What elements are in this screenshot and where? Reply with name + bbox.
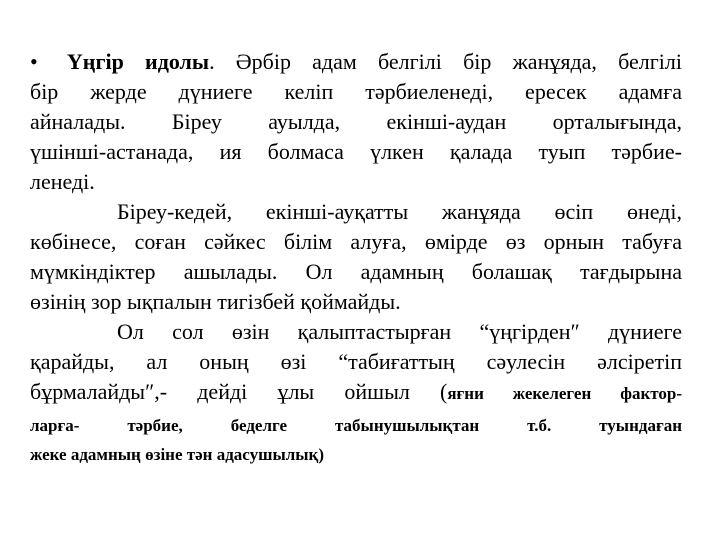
paragraph-line-10: Ол сол өзін қалыптастырған “үңгірден″ дүниеге	[117, 319, 682, 344]
bullet-icon: •	[30, 49, 38, 74]
line-12-bold: яғни жекелеген фактор-	[447, 384, 682, 403]
paragraph-line-5: ленеді.	[30, 169, 95, 194]
paragraph-line-4: үшінші-астанада, ия болмаса үлкен қалада туып тәрбие-	[30, 139, 682, 164]
paragraph-line-11: қарайды, ал оның өзі “табиғаттың сәулесін әлсіретіп	[30, 349, 682, 374]
paragraph-line-3: айналады. Біреу ауылда, екінші-аудан орталығында,	[30, 109, 682, 134]
paragraph-line-7: көбінесе, соған сәйкес білім алуға, өмірде өз орнын табуға	[30, 229, 682, 254]
paragraph-line-14: жеке адамның өзіне тән адасушылық)	[30, 445, 325, 464]
paragraph-line-1	[30, 47, 682, 77]
line-12-text: бұрмалайды″,- дейді ұлы ойшыл (	[30, 379, 448, 404]
paragraph-line-2: бір жерде дүниеге келіп тәрбиеленеді, ересек адамға	[30, 79, 682, 104]
paragraph-line-13: ларға- тәрбие, беделге табынушылықтан т.б. туындаған	[30, 416, 682, 435]
heading-punct: .	[209, 49, 215, 74]
paragraph-line-6: Біреу-кедей, екінші-ауқатты жанұяда өсіп өнеді,	[117, 199, 682, 224]
heading: Үңгір идолы	[66, 49, 210, 74]
paragraph-line-8: мүмкіндіктер ашылады. Ол адамның болашақ тағдырына	[30, 259, 682, 284]
paragraph-line-12	[30, 377, 682, 409]
paragraph-line-9: өзінің зор ықпалын тигізбей қоймайды.	[30, 289, 401, 314]
line-1-text: Әрбір адам белгілі бір жанұяда, белгілі	[214, 49, 682, 74]
